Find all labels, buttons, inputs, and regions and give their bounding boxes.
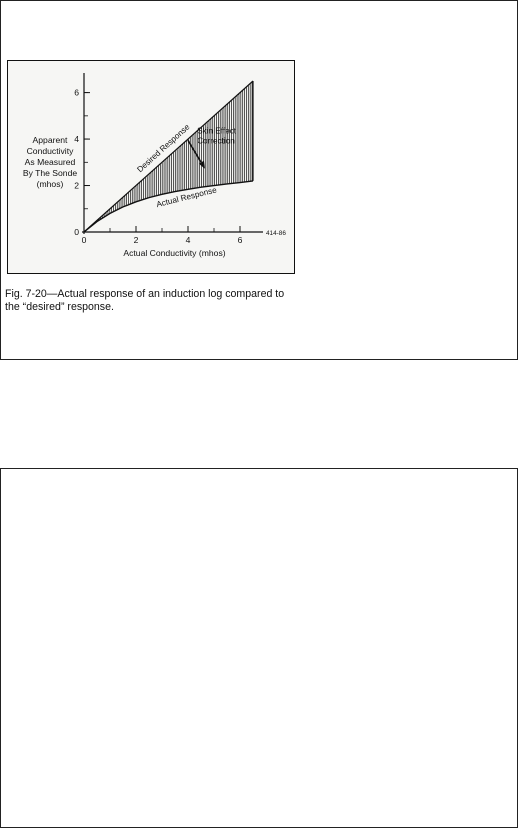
x-axis-label: Actual Conductivity (mhos) xyxy=(123,248,226,258)
caption-line: Fig. 7-20—Actual response of an induction log compared to xyxy=(5,288,285,300)
y-axis-label-line: By The Sonde xyxy=(22,168,78,178)
y-axis-label-line: Conductivity xyxy=(26,146,74,156)
y-tick-label: 4 xyxy=(74,134,79,145)
y-axis-label-line: As Measured xyxy=(24,157,76,167)
x-tick-label: 2 xyxy=(133,235,139,245)
desired-response-label: Desired Response xyxy=(135,122,192,175)
figure-panel xyxy=(7,60,295,274)
y-tick-label: 6 xyxy=(74,87,79,98)
y-tick-label: 2 xyxy=(74,180,79,191)
skin-effect-label: Correction xyxy=(197,136,235,146)
y-axis-label-line: Apparent xyxy=(32,135,68,145)
caption-line: the “desired” response. xyxy=(5,300,114,313)
actual-response-label: Actual Response xyxy=(155,185,218,210)
x-tick-label: 6 xyxy=(237,235,243,245)
skin-effect-label: Skin Effect xyxy=(197,126,237,136)
slide-frame-top xyxy=(0,0,518,360)
x-tick-label: 4 xyxy=(185,235,191,245)
figure-code-label: 414-86 xyxy=(266,230,286,237)
x-tick-label: 0 xyxy=(81,235,87,245)
slide-frame-bottom xyxy=(0,468,518,828)
actual-response-line xyxy=(84,181,253,232)
y-tick-label: 0 xyxy=(74,227,79,237)
y-axis-label-line: (mhos) xyxy=(36,179,64,189)
y-axis-label xyxy=(16,135,84,190)
figure-caption xyxy=(5,288,305,313)
